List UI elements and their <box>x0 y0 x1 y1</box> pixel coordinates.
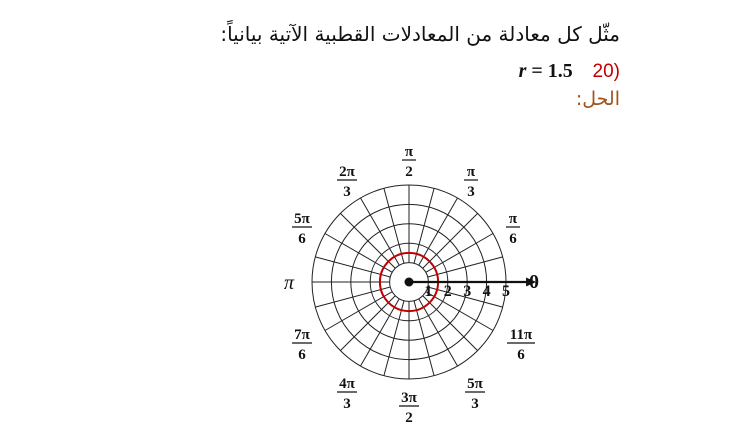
angle-label-2pi-over-3 <box>337 164 357 200</box>
angle-denominator: 2 <box>405 410 413 426</box>
angle-numerator: 2π <box>339 164 355 180</box>
equation-variable: r <box>518 60 527 82</box>
angle-label-pi-over-2 <box>402 144 416 180</box>
angle-denominator: 6 <box>298 231 306 247</box>
angle-denominator: 6 <box>509 231 517 247</box>
angle-label-pi-over-6 <box>506 211 520 247</box>
equation-value: = 1.5 <box>526 60 573 82</box>
angle-numerator: 11π <box>509 327 533 343</box>
solution-label: الحل: <box>575 88 620 110</box>
angle-label-4pi-over-3 <box>337 376 357 412</box>
radial-label-5: 5 <box>502 283 510 300</box>
angle-numerator: 5π <box>294 211 310 227</box>
angle-numerator: 7π <box>294 327 310 343</box>
angle-label-3pi-over-2 <box>399 390 419 426</box>
angle-numerator: π <box>508 211 518 227</box>
angle-label-0: 0 <box>529 271 539 293</box>
angle-denominator: 2 <box>405 164 413 180</box>
radial-label-4: 4 <box>482 283 491 300</box>
angle-denominator: 6 <box>517 347 525 363</box>
angle-label-pi-over-3 <box>464 164 478 200</box>
angle-labels <box>292 144 535 426</box>
angle-numerator: 4π <box>339 376 355 392</box>
angle-denominator: 6 <box>298 347 306 363</box>
angle-label-11pi-over-6 <box>507 327 535 363</box>
angle-label-5pi-over-6 <box>292 211 312 247</box>
angle-denominator: 3 <box>467 184 475 200</box>
angle-denominator: 3 <box>343 396 351 412</box>
radial-label-2: 2 <box>443 283 452 300</box>
angle-label-5pi-over-3 <box>465 376 485 412</box>
pole-point <box>405 278 414 287</box>
angle-numerator: π <box>404 144 414 160</box>
radial-label-1: 1 <box>424 283 433 300</box>
angle-label-7pi-over-6 <box>292 327 312 363</box>
problem-number: (20 <box>592 61 620 82</box>
angle-denominator: 3 <box>343 184 351 200</box>
angle-label-pi: π <box>284 272 295 294</box>
radial-label-3: 3 <box>463 283 472 300</box>
angle-numerator: 5π <box>467 376 483 392</box>
angle-denominator: 3 <box>471 396 479 412</box>
instruction-text: مثّل كل معادلة من المعادلات القطبية الآتية بيانياً: <box>220 22 620 46</box>
angle-numerator: π <box>466 164 476 180</box>
angle-numerator: 3π <box>401 390 417 406</box>
